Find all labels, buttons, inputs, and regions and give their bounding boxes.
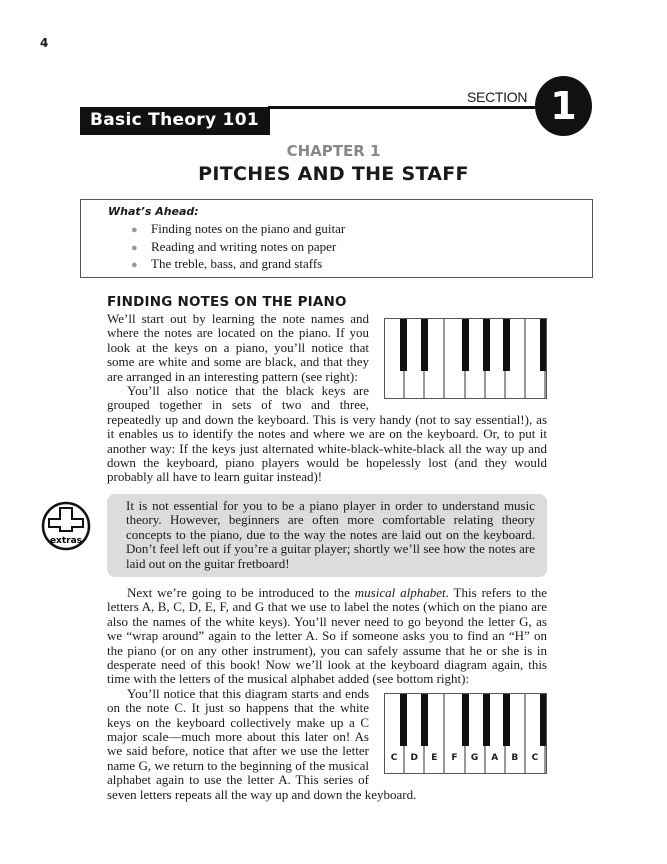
- white-key-d: D: [405, 694, 425, 773]
- white-key-a: A: [486, 694, 506, 773]
- whats-ahead-heading: What’s Ahead:: [108, 205, 199, 218]
- white-key-g: G: [466, 694, 486, 773]
- extras-label: extras: [49, 535, 83, 546]
- black-key: [540, 694, 546, 746]
- list-item: ● The treble, bass, and grand staffs: [131, 256, 345, 274]
- black-key: [421, 694, 428, 746]
- white-key-c-high: C: [526, 694, 546, 773]
- main-column: [49, 294, 547, 802]
- black-key: [483, 319, 490, 371]
- list-item: ● Finding notes on the piano and guitar: [131, 221, 345, 239]
- white-key: [425, 319, 445, 398]
- piano-keyboard: [384, 318, 547, 399]
- paragraph-2b: it enables us to identify the notes and where we are on the keyboard. Or, to put it another way: If the keys just alternated white-black-white-black all the way up and down the keyboard, piano players would be hopelessly lost (and they would probably all have to learn guitar instead)!: [107, 426, 547, 485]
- section-rule: [268, 106, 548, 109]
- black-key: [503, 319, 510, 371]
- whats-ahead-box: [80, 199, 593, 278]
- black-key: [503, 694, 510, 746]
- white-key-e: E: [425, 694, 445, 773]
- chapter-label: CHAPTER 1: [286, 142, 381, 160]
- white-key-f: F: [445, 694, 465, 773]
- paragraph-2a: You’ll also notice that the black keys are grouped together in sets of two and three, repeatedly up and down the keyboard. This is very handy (not to say essential!), as: [107, 383, 547, 427]
- section-label: SECTION: [467, 89, 528, 105]
- paragraph-3: Next we’re going to be introduced to the musical alphabet. This refers to the letters A, B, C, D, E, F, and G that we use to label the notes (which on the piano are also the names of the white keys). You’ll never need to go beyond the letter G, as we “wrap around” again to the letter A. So if someone asks you to find an “H” on the piano (or on any other instrument), you can safely assume that he or she is in desperate need of this book! Now we’ll look at the keyboard diagram again, this time with the letters of the musical alphabet added (see bottom right):: [107, 584, 547, 687]
- black-key: [400, 694, 407, 746]
- bullet-icon: ●: [131, 241, 138, 254]
- paragraph-4: You’ll notice that this diagram starts and ends on the note C. It just so happens that the white keys on the keyboard collectively make up a C major scale—much more about this later on! As we said before, notice that after we use the letter name G, we return to the beginning of the musical alphabet again to use the letter A. This series of seven letters repeats all the way up and down the keyboard.: [107, 685, 417, 802]
- white-key-c: C: [385, 694, 405, 773]
- black-key: [400, 319, 407, 371]
- paragraph-1: We’ll start out by learning the note names and where the notes are located on the piano. If you look at the keys on a piano, you’ll notice that some are white and some are black, and that they are arranged in an interesting pattern (see right):: [107, 311, 369, 384]
- black-key: [421, 319, 428, 371]
- black-key: [483, 694, 490, 746]
- labeled-piano-keyboard: [384, 693, 547, 774]
- chapter-title: PITCHES AND THE STAFF: [198, 163, 469, 185]
- list-item: ● Reading and writing notes on paper: [131, 239, 345, 257]
- whats-ahead-list: [131, 221, 345, 274]
- paragraph-2: [107, 384, 547, 485]
- page-number: 4: [40, 36, 49, 50]
- black-key: [462, 319, 469, 371]
- note-text: It is not essential for you to be a piano player in order to understand music theory. However, beginners are often more comfortable relating theory concepts to the piano, due to the way the notes are laid out on the keyboard. Don’t feel left out if you’re a guitar player; shortly we’ll see how the notes are laid out on the guitar fretboard!: [126, 497, 535, 571]
- bullet-icon: ●: [131, 224, 138, 236]
- black-key: [462, 694, 469, 746]
- section-title: Basic Theory 101: [80, 107, 270, 135]
- section-number: 1: [535, 76, 592, 136]
- white-key-b: B: [506, 694, 526, 773]
- musical-alphabet-term: musical alphabet: [354, 584, 446, 600]
- note-box: [49, 494, 547, 577]
- bullet-icon: ●: [131, 259, 138, 271]
- extras-icon: [40, 500, 92, 555]
- section-heading: FINDING NOTES ON THE PIANO: [107, 294, 347, 310]
- black-key: [540, 319, 546, 371]
